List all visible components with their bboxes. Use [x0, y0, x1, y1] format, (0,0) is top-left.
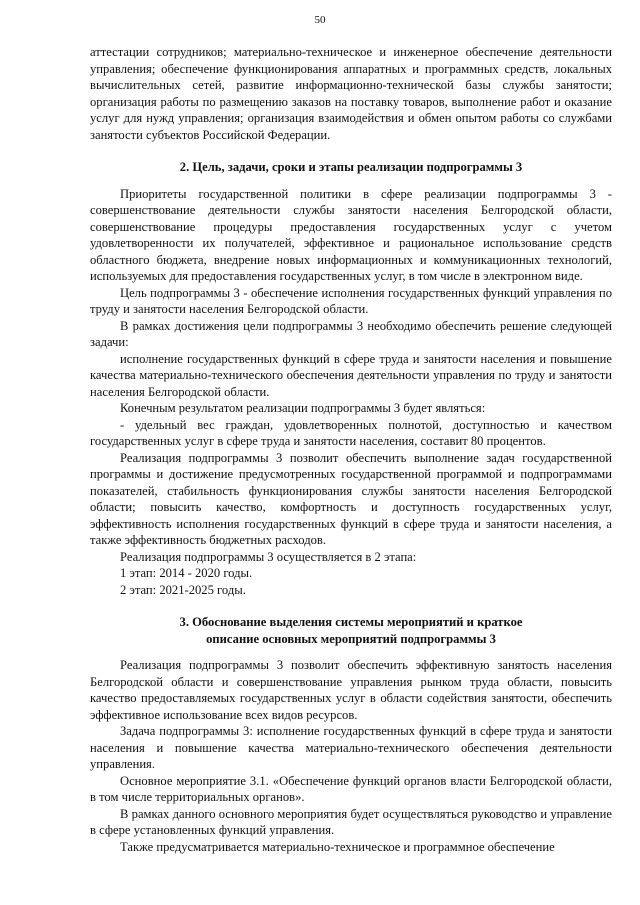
section-2-paragraph: Конечным результатом реализации подпрограммы 3 будет являться: [120, 401, 486, 415]
section-2-paragraph: Реализация подпрограммы 3 осуществляется в 2 этапа: [120, 549, 417, 564]
section-2-paragraph: Приоритеты государственной политики в сфере реализации подпрограммы 3 - совершенствование деятельности службы занятости населения Белгородской области, совершенствование процедуры предоставления государственных услуг с учетом удовлетворенности их получателей, эффективное и рациональное использование средств областного бюджета, внедрение новых информационных и коммуникационных технологий, используемых для предоставления государственных услуг, в том числе в электронном виде. [90, 186, 612, 283]
section-3-heading-line-2: описание основных мероприятий подпрограммы 3 [206, 631, 496, 646]
section-2-paragraph: Цель подпрограммы 3 - обеспечение исполнения государственных функций управления по труду и занятости населения Белгородской области. [90, 285, 612, 316]
stage-2: 2 этап: 2021-2025 годы. [120, 582, 246, 597]
section-3-paragraph: Реализация подпрограммы 3 позволит обеспечить эффективную занятость населения Белгородской области и совершенствование управления рынком труда области, повысить качество предоставляемых государственных услуг в области содействия занятости, обеспечить эффективное использование всех видов ресурсов. [90, 658, 612, 722]
section-3-paragraph: Также предусматривается материально-техническое и программное обеспечение [120, 839, 555, 854]
section-2-paragraph: В рамках достижения цели подпрограммы 3 необходимо обеспечить решение следующей задачи: [90, 318, 612, 349]
section-2-paragraph: исполнение государственных функций в сфере труда и занятости населения и повышение качества материально-технического обеспечения деятельности управления по труду и занятости населения Белгородской области. [90, 351, 612, 399]
intro-paragraph: аттестации сотрудников; материально-техническое и инженерное обеспечение деятельности управления; обеспечение функционирования аппаратных и программных средств, локальных вычислительных сетей, развитие информационно-технической базы службы занятости; организация работы по размещению заказов на поставку товаров, выполнение работ и оказание услуг для нужд управления; организация взаимодействия и обмен опытом работы со службами занятости субъектов Российской Федерации. [90, 45, 612, 142]
section-2-paragraph: Реализация подпрограммы 3 позволит обеспечить выполнение задач государственной программы и достижение предусмотренных государственной программой и подпрограммами показателей, стабильность функционирования службы занятости населения Белгородской области; повысить качество, комфортность и доступность государственных услуг, эффективность исполнения государственных функций в сфере труда и занятости населения, а также эффективность бюджетных расходов. [90, 450, 612, 547]
section-3-paragraph: Основное мероприятие 3.1. «Обеспечение функций органов власти Белгородской области, в том числе территориальных органов». [90, 773, 612, 804]
section-3-paragraph: Задача подпрограммы 3: исполнение государственных функций в сфере труда и занятости населения и повышение качества материально-технического обеспечения деятельности управления. [90, 724, 612, 771]
section-2-list-item: - удельный вес граждан, удовлетворенных полнотой, доступностью и качеством государственных услуг в сфере труда и занятости населения, составит 80 процентов. [90, 417, 612, 448]
section-3-heading [90, 614, 612, 647]
section-3-heading-line-1: 3. Обоснование выделения системы мероприятий и краткое [179, 615, 523, 629]
section-3-paragraph: В рамках данного основного мероприятия будет осуществляться руководство и управление в сфере установленных функций управления. [90, 806, 612, 837]
stage-1: 1 этап: 2014 - 2020 годы. [120, 566, 253, 580]
page-number: 50 [314, 14, 326, 26]
section-2-heading: 2. Цель, задачи, сроки и этапы реализации подпрограммы 3 [179, 160, 523, 174]
document-body [90, 44, 612, 855]
